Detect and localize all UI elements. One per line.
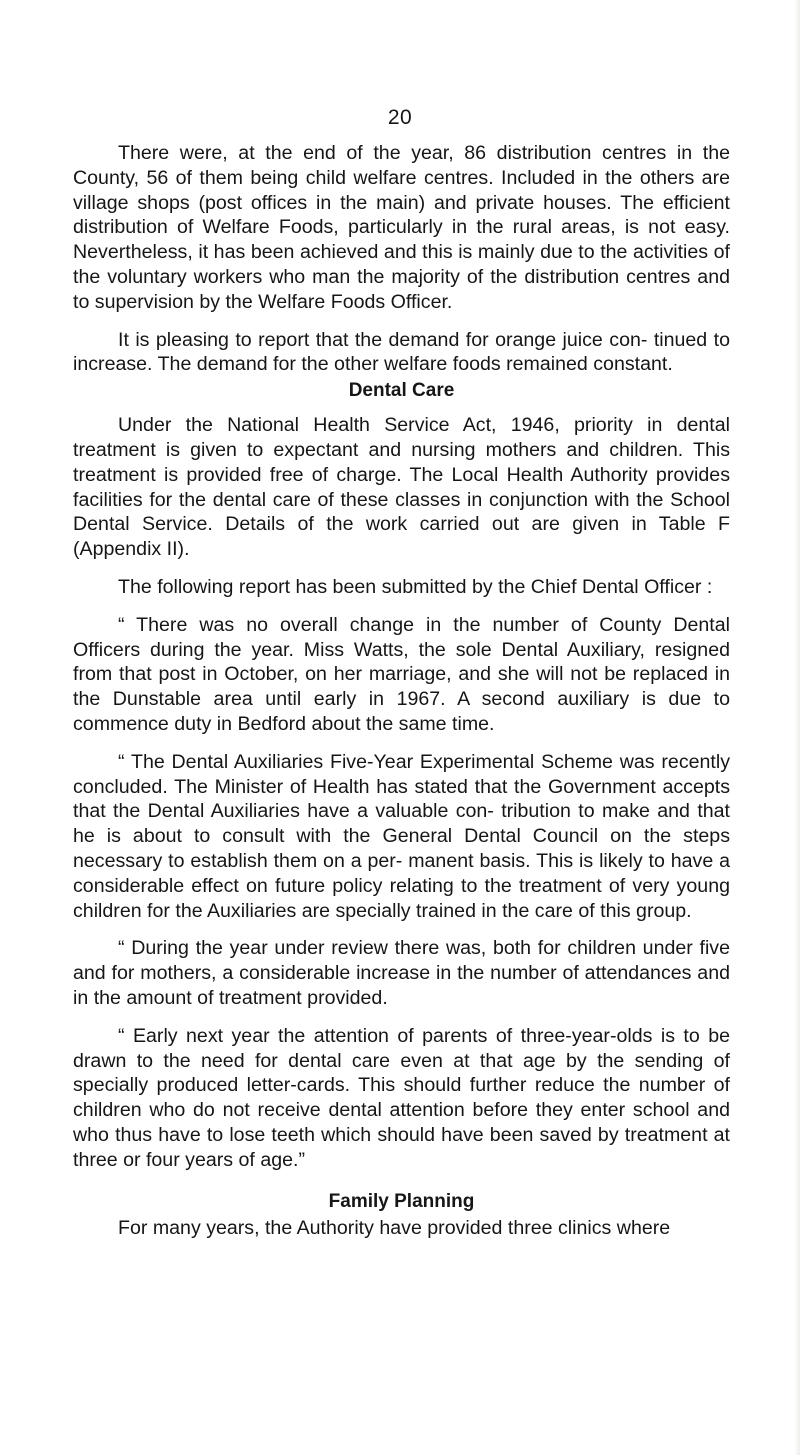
paragraph-attendances: “ During the year under review there was, both for children under five and for mothers, a considerable increase in the number of attendances and in the amount of treatment provided.	[73, 937, 730, 1009]
section-heading-family-planning: Family Planning	[328, 1191, 475, 1213]
paragraph-family-planning-clinics: For many years, the Authority have provided three clinics where	[118, 1217, 671, 1240]
document-body	[73, 141, 730, 1254]
paragraph-welfare-distribution: There were, at the end of the year, 86 distribution centres in the County, 56 of them being child welfare centres. Included in the others are village shops (post offices in the main) and private houses. The efficient distribution of Welfare Foods, particularly in the rural areas, is not easy. Nevertheless, it has been achieved and this is mainly due to the activities of the voluntary workers who man the majority of the distribution centres and to supervision by the Welfare Foods Officer.	[73, 142, 730, 313]
paragraph-dental-priority: Under the National Health Service Act, 1946, priority in dental treatment is given to expectant and nursing mothers and children. This treatment is provided free of charge. The Local Health Authority provides facilities for the dental care of these classes in conjunction with the School Dental Service. Details of the work carried out are given in Table F (Appendix II).	[73, 414, 730, 561]
paragraph-letter-cards: “ Early next year the attention of parents of three-year-olds is to be drawn to the need for dental care even at that age by the sending of specially produced letter-cards. This should further reduce the number of children who do not receive dental attention before they enter school and who thus have to lose teeth which should have been saved by treatment at three or four years of age.”	[73, 1024, 730, 1171]
paragraph-dental-officers: “ There was no overall change in the number of County Dental Officers during the year. Miss Watts, the sole Dental Auxiliary, resigned from that post in October, on her marriage, and she will not be replaced in the Dunstable area until early in 1967. A second auxiliary is due to commence duty in Bedford about the same time.	[73, 613, 730, 735]
paragraph-orange-juice: It is pleasing to report that the demand for orange juice con- tinued to increase. The demand for the other welfare foods remained constant.	[73, 328, 730, 376]
section-heading-dental-care: Dental Care	[348, 380, 455, 402]
page-edge-shadow	[794, 0, 800, 1455]
page-number: 20	[387, 106, 413, 129]
paragraph-auxiliaries-scheme: “ The Dental Auxiliaries Five-Year Experimental Scheme was recently concluded. The Minister of Health has stated that the Government accepts that the Dental Auxiliaries have a valuable con- tribution to make and that he is about to consult with the General Dental Council on the steps necessary to establish them on a per- manent basis. This is likely to have a considerable effect on future policy relating to the treatment of very young children for the Auxiliaries are specially trained in the care of this group.	[73, 750, 730, 922]
paragraph-chief-dental-officer-intro: The following report has been submitted by the Chief Dental Officer :	[118, 575, 713, 598]
